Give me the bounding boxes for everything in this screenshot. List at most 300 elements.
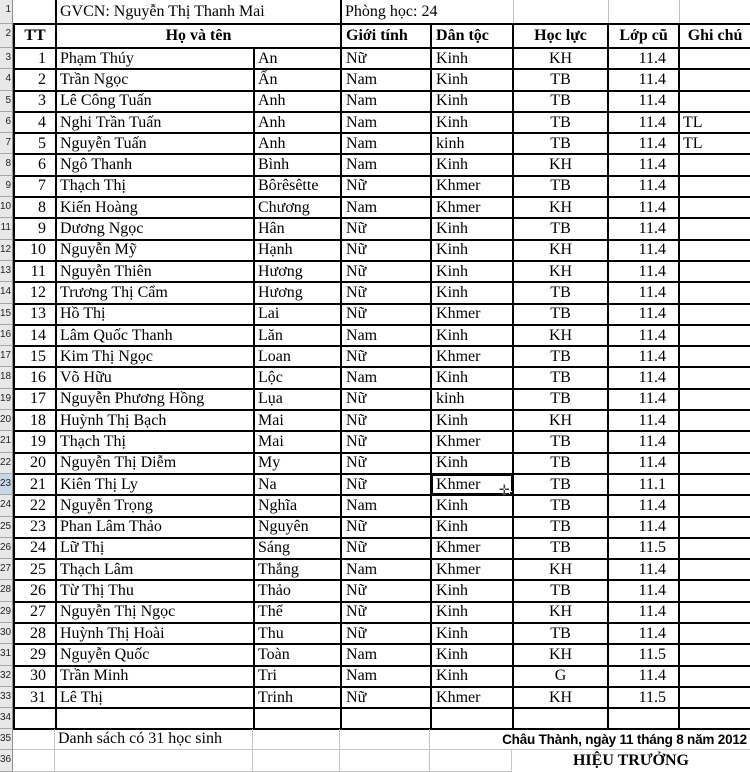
cell-lc[interactable]: 11.4 — [608, 325, 679, 346]
cell-gt[interactable]: Nam — [341, 69, 431, 90]
cell-gt[interactable]: Nữ — [341, 687, 431, 708]
cell-dt[interactable]: Khmer — [431, 538, 513, 559]
cell-blank[interactable] — [340, 750, 430, 772]
row-header[interactable]: 27 — [0, 559, 13, 580]
cell-ho[interactable]: Nguyễn Tuấn — [56, 133, 254, 154]
cell-ho[interactable]: Huỳnh Thị Bạch — [56, 410, 254, 431]
cell-gc[interactable] — [679, 154, 750, 175]
row-header[interactable]: 31 — [0, 644, 13, 665]
cell-hl[interactable]: KH — [513, 559, 608, 580]
cell-ho[interactable]: Phan Lâm Thảo — [56, 517, 254, 538]
cell-ten[interactable]: Loan — [254, 346, 341, 367]
cell-gt[interactable]: Nữ — [341, 431, 431, 452]
cell-hl[interactable]: KH — [513, 48, 608, 69]
cell-lc[interactable]: 11.4 — [608, 580, 679, 601]
column-header-name[interactable]: Họ và tên — [56, 24, 341, 48]
cell-dt[interactable]: Kinh — [431, 495, 513, 516]
cell-gc[interactable] — [679, 282, 750, 303]
cell-hl[interactable]: TB — [513, 133, 608, 154]
row-header[interactable]: 5 — [0, 91, 13, 112]
cell-ho[interactable]: Phạm Thúy — [56, 48, 254, 69]
cell-hl[interactable]: TB — [513, 474, 608, 495]
cell-ten[interactable]: Mai — [254, 431, 341, 452]
column-header-academic[interactable]: Học lực — [513, 24, 608, 48]
cell-ho[interactable]: Kiến Hoàng — [56, 197, 254, 218]
cell-ho[interactable]: Kim Thị Ngọc — [56, 346, 254, 367]
cell-gt[interactable]: Nam — [341, 367, 431, 388]
cell-dt[interactable]: Khmer — [431, 304, 513, 325]
cell-lc[interactable]: 11.4 — [608, 666, 679, 687]
cell-dt[interactable]: Kinh — [431, 240, 513, 261]
row-header[interactable]: 33 — [0, 687, 13, 708]
row-header[interactable]: 12 — [0, 240, 13, 261]
cell-gc[interactable] — [679, 91, 750, 112]
cell-gc[interactable] — [679, 197, 750, 218]
row-header[interactable]: 10 — [0, 197, 13, 218]
cell-gt[interactable]: Nam — [341, 666, 431, 687]
cell-dt[interactable]: Kinh — [431, 644, 513, 665]
cell-ho[interactable]: Nguyễn Mỹ — [56, 240, 254, 261]
cell-lc[interactable]: 11.4 — [608, 410, 679, 431]
cell-blank[interactable] — [431, 708, 513, 729]
cell-lc[interactable]: 11.4 — [608, 261, 679, 282]
cell-gt[interactable]: Nữ — [341, 48, 431, 69]
cell-hl[interactable]: TB — [513, 176, 608, 197]
cell-dt[interactable]: Kinh — [431, 91, 513, 112]
cell-ten[interactable]: Nghĩa — [254, 495, 341, 516]
cell-ten[interactable]: Lụa — [254, 389, 341, 410]
cell-gt[interactable]: Nữ — [341, 580, 431, 601]
cell-tt[interactable]: 25 — [14, 559, 56, 580]
cell-blank[interactable] — [679, 708, 750, 729]
cell-gc[interactable] — [679, 453, 750, 474]
cell-hl[interactable]: TB — [513, 91, 608, 112]
cell-lc[interactable]: 11.4 — [608, 431, 679, 452]
cell-ten[interactable]: Anh — [254, 112, 341, 133]
cell-gt[interactable]: Nam — [341, 559, 431, 580]
cell-gc[interactable] — [679, 431, 750, 452]
cell-ten[interactable]: Anh — [254, 91, 341, 112]
cell-ho[interactable]: Nguyễn Thiên — [56, 261, 254, 282]
cell-gt[interactable]: Nữ — [341, 346, 431, 367]
cell-ten[interactable]: Hương — [254, 282, 341, 303]
cell-gc[interactable] — [679, 389, 750, 410]
cell-tt[interactable]: 27 — [14, 602, 56, 623]
cell-blank[interactable] — [608, 708, 679, 729]
cell-gc[interactable] — [679, 495, 750, 516]
cell-ten[interactable]: Thu — [254, 623, 341, 644]
cell-tt[interactable]: 31 — [14, 687, 56, 708]
cell-dt[interactable]: Kinh — [431, 367, 513, 388]
cell-blank[interactable] — [608, 0, 679, 24]
row-header[interactable]: 7 — [0, 133, 13, 154]
cell-dt[interactable]: Kinh — [431, 282, 513, 303]
cell-ten[interactable]: Hân — [254, 218, 341, 239]
row-header[interactable]: 1 — [0, 0, 13, 24]
cell-hl[interactable]: KH — [513, 644, 608, 665]
cell-ho[interactable]: Thạch Thị — [56, 176, 254, 197]
cell-hl[interactable]: KH — [513, 261, 608, 282]
row-header[interactable]: 8 — [0, 154, 13, 175]
cell-gc[interactable] — [679, 69, 750, 90]
cell-ten[interactable]: An — [254, 48, 341, 69]
cell-gt[interactable]: Nữ — [341, 261, 431, 282]
cell-lc[interactable]: 11.4 — [608, 517, 679, 538]
cell-ten[interactable]: Sáng — [254, 538, 341, 559]
cell-gc[interactable] — [679, 559, 750, 580]
cell-gt[interactable]: Nữ — [341, 623, 431, 644]
cell-dt[interactable]: Kinh — [431, 602, 513, 623]
cell-hl[interactable]: TB — [513, 431, 608, 452]
cell-ho[interactable]: Võ Hữu — [56, 367, 254, 388]
cell-dt[interactable]: Kinh — [431, 261, 513, 282]
cell-gt[interactable]: Nam — [341, 133, 431, 154]
cell-gt[interactable]: Nữ — [341, 176, 431, 197]
cell-gc[interactable] — [679, 325, 750, 346]
cell-ten[interactable]: Nguyên — [254, 517, 341, 538]
row-header[interactable]: 24 — [0, 495, 13, 516]
cell-gc[interactable] — [679, 517, 750, 538]
cell-gc[interactable] — [679, 474, 750, 495]
cell-gt[interactable]: Nữ — [341, 304, 431, 325]
cell-gc[interactable] — [679, 644, 750, 665]
cell-tt[interactable]: 23 — [14, 517, 56, 538]
cell-hl[interactable]: TB — [513, 453, 608, 474]
cell-tt[interactable]: 30 — [14, 666, 56, 687]
cell-blank[interactable] — [13, 750, 55, 772]
cell-lc[interactable]: 11.4 — [608, 154, 679, 175]
cell-ho[interactable]: Hồ Thị — [56, 304, 254, 325]
column-header-gender[interactable]: Giới tính — [341, 24, 431, 48]
row-header[interactable]: 14 — [0, 282, 13, 303]
cell-ho[interactable]: Trần Ngọc — [56, 69, 254, 90]
cell-hl[interactable]: TB — [513, 580, 608, 601]
cell-gt[interactable]: Nữ — [341, 602, 431, 623]
cell-gc[interactable] — [679, 580, 750, 601]
row-header[interactable]: 28 — [0, 580, 13, 601]
row-header[interactable]: 22 — [0, 453, 13, 474]
cell-ten[interactable]: Hạnh — [254, 240, 341, 261]
column-header-ethnicity[interactable]: Dân tộc — [431, 24, 513, 48]
room-cell[interactable]: Phòng học: 24 — [341, 0, 513, 24]
cell-dt[interactable]: Kinh — [431, 453, 513, 474]
cell-dt[interactable]: Kinh — [431, 517, 513, 538]
gvcn-cell[interactable]: GVCN: Nguyễn Thị Thanh Mai — [56, 0, 341, 24]
cell-lc[interactable]: 11.4 — [608, 48, 679, 69]
cell-hl[interactable]: TB — [513, 495, 608, 516]
cell-gc[interactable] — [679, 218, 750, 239]
cell-hl[interactable]: TB — [513, 304, 608, 325]
cell-hl[interactable]: TB — [513, 623, 608, 644]
row-header[interactable]: 29 — [0, 602, 13, 623]
cell-blank[interactable] — [679, 0, 750, 24]
cell-blank[interactable] — [513, 0, 608, 24]
cell-lc[interactable]: 11.4 — [608, 91, 679, 112]
cell-gt[interactable]: Nữ — [341, 517, 431, 538]
cell-lc[interactable]: 11.4 — [608, 282, 679, 303]
cell-tt[interactable]: 14 — [14, 325, 56, 346]
cell-ho[interactable]: Huỳnh Thị Hoài — [56, 623, 254, 644]
row-header[interactable]: 6 — [0, 112, 13, 133]
cell-ho[interactable]: Nguyễn Phương Hồng — [56, 389, 254, 410]
cell-dt[interactable]: Khmer — [431, 559, 513, 580]
row-header[interactable]: 18 — [0, 367, 13, 388]
cell-dt[interactable]: Kinh — [431, 325, 513, 346]
cell-gc[interactable] — [679, 176, 750, 197]
cell-lc[interactable]: 11.4 — [608, 346, 679, 367]
cell-tt[interactable]: 13 — [14, 304, 56, 325]
cell-lc[interactable]: 11.4 — [608, 112, 679, 133]
cell-gc[interactable]: TL — [679, 112, 750, 133]
cell-blank[interactable] — [14, 0, 56, 24]
cell-dt[interactable]: Khmer — [431, 176, 513, 197]
cell-tt[interactable]: 17 — [14, 389, 56, 410]
row-header[interactable]: 32 — [0, 666, 13, 687]
cell-ho[interactable]: Nghi Trần Tuấn — [56, 112, 254, 133]
row-header[interactable]: 16 — [0, 325, 13, 346]
cell-ten[interactable]: Na — [254, 474, 341, 495]
cell-blank[interactable] — [56, 708, 254, 729]
row-header[interactable]: 36 — [0, 750, 13, 772]
row-header[interactable]: 21 — [0, 431, 13, 452]
cell-dt[interactable]: Khmer — [431, 431, 513, 452]
cell-gc[interactable] — [679, 48, 750, 69]
cell-blank[interactable] — [253, 750, 340, 772]
cell-hl[interactable]: TB — [513, 218, 608, 239]
cell-dt[interactable]: Kinh — [431, 112, 513, 133]
cell-ten[interactable]: Mai — [254, 410, 341, 431]
cell-ho[interactable]: Lê Thị — [56, 687, 254, 708]
row-header[interactable]: 30 — [0, 623, 13, 644]
cell-dt[interactable]: Kinh — [431, 69, 513, 90]
cell-dt[interactable]: Khmer — [431, 197, 513, 218]
cell-gt[interactable]: Nữ — [341, 218, 431, 239]
cell-blank[interactable] — [430, 750, 512, 772]
cell-gt[interactable]: Nam — [341, 325, 431, 346]
cell-lc[interactable]: 11.4 — [608, 602, 679, 623]
cell-dt[interactable]: Kinh — [431, 580, 513, 601]
cell-tt[interactable]: 10 — [14, 240, 56, 261]
column-header-note[interactable]: Ghi chú — [679, 24, 750, 48]
cell-gt[interactable]: Nữ — [341, 240, 431, 261]
cell-gc[interactable] — [679, 240, 750, 261]
cell-gt[interactable]: Nữ — [341, 410, 431, 431]
cell-gt[interactable]: Nam — [341, 112, 431, 133]
cell-ten[interactable]: Lộc — [254, 367, 341, 388]
cell-hl[interactable]: TB — [513, 367, 608, 388]
cell-lc[interactable]: 11.5 — [608, 687, 679, 708]
row-header[interactable]: 25 — [0, 517, 13, 538]
cell-lc[interactable]: 11.5 — [608, 538, 679, 559]
cell-ten[interactable]: Tri — [254, 666, 341, 687]
cell-gc[interactable] — [679, 623, 750, 644]
row-header[interactable]: 23 — [0, 474, 13, 495]
cell-hl[interactable]: KH — [513, 197, 608, 218]
cell-tt[interactable]: 4 — [14, 112, 56, 133]
cell-gt[interactable]: Nam — [341, 154, 431, 175]
cell-tt[interactable]: 15 — [14, 346, 56, 367]
cell-ten[interactable]: Thắng — [254, 559, 341, 580]
cell-gc[interactable] — [679, 346, 750, 367]
cell-tt[interactable]: 29 — [14, 644, 56, 665]
cell-dt[interactable]: Kinh — [431, 154, 513, 175]
cell-ten[interactable]: Bình — [254, 154, 341, 175]
date-cell[interactable]: Châu Thành, ngày 11 tháng 8 năm 2012 — [430, 729, 750, 750]
cell-hl[interactable]: KH — [513, 325, 608, 346]
cell-hl[interactable]: G — [513, 666, 608, 687]
cell-hl[interactable]: KH — [513, 154, 608, 175]
cell-ten[interactable]: My — [254, 453, 341, 474]
cell-ten[interactable]: Trinh — [254, 687, 341, 708]
cell-blank[interactable] — [13, 729, 55, 750]
cell-ho[interactable]: Thạch Thị — [56, 431, 254, 452]
cell-gc[interactable] — [679, 304, 750, 325]
cell-gt[interactable]: Nữ — [341, 538, 431, 559]
cell-ho[interactable]: Kiên Thị Ly — [56, 474, 254, 495]
summary-cell[interactable]: Danh sách có 31 học sinh — [55, 729, 253, 750]
row-header[interactable]: 20 — [0, 410, 13, 431]
cell-gc[interactable] — [679, 666, 750, 687]
row-header[interactable]: 11 — [0, 218, 13, 239]
cell-ten[interactable]: Ẩn — [254, 69, 341, 90]
cell-tt[interactable]: 3 — [14, 91, 56, 112]
cell-ho[interactable]: Lê Công Tuấn — [56, 91, 254, 112]
cell-ten[interactable]: Lăn — [254, 325, 341, 346]
cell-gc[interactable] — [679, 410, 750, 431]
row-header[interactable]: 35 — [0, 729, 13, 750]
cell-hl[interactable]: TB — [513, 517, 608, 538]
cell-hl[interactable]: TB — [513, 389, 608, 410]
cell-tt[interactable]: 20 — [14, 453, 56, 474]
cell-ten[interactable]: Anh — [254, 133, 341, 154]
column-header-tt[interactable]: TT — [14, 24, 56, 48]
cell-ten[interactable]: Chương — [254, 197, 341, 218]
cell-blank[interactable] — [14, 708, 56, 729]
cell-gt[interactable]: Nam — [341, 495, 431, 516]
cell-ho[interactable]: Nguyễn Thị Ngọc — [56, 602, 254, 623]
cell-ten[interactable]: Thảo — [254, 580, 341, 601]
cell-tt[interactable]: 28 — [14, 623, 56, 644]
cell-tt[interactable]: 12 — [14, 282, 56, 303]
cell-dt[interactable]: Khmer — [431, 346, 513, 367]
cell-tt[interactable]: 2 — [14, 69, 56, 90]
cell-lc[interactable]: 11.4 — [608, 69, 679, 90]
cell-lc[interactable]: 11.1 — [608, 474, 679, 495]
cell-lc[interactable]: 11.4 — [608, 495, 679, 516]
cell-tt[interactable]: 26 — [14, 580, 56, 601]
cell-lc[interactable]: 11.4 — [608, 240, 679, 261]
cell-lc[interactable]: 11.4 — [608, 389, 679, 410]
cell-ten[interactable]: Lai — [254, 304, 341, 325]
cell-gt[interactable]: Nữ — [341, 453, 431, 474]
cell-ho[interactable]: Từ Thị Thu — [56, 580, 254, 601]
cell-gt[interactable]: Nữ — [341, 474, 431, 495]
row-header[interactable]: 19 — [0, 389, 13, 410]
cell-tt[interactable]: 16 — [14, 367, 56, 388]
cell-lc[interactable]: 11.4 — [608, 623, 679, 644]
cell-blank[interactable] — [55, 750, 253, 772]
row-header[interactable]: 17 — [0, 346, 13, 367]
cell-blank[interactable] — [513, 708, 608, 729]
row-header[interactable]: 26 — [0, 538, 13, 559]
cell-gc[interactable] — [679, 261, 750, 282]
cell-tt[interactable]: 5 — [14, 133, 56, 154]
cell-tt[interactable]: 11 — [14, 261, 56, 282]
column-header-old-class[interactable]: Lớp cũ — [608, 24, 679, 48]
cell-lc[interactable]: 11.5 — [608, 644, 679, 665]
cell-gt[interactable]: Nam — [341, 644, 431, 665]
cell-tt[interactable]: 6 — [14, 154, 56, 175]
cell-gc[interactable] — [679, 367, 750, 388]
cell-dt[interactable]: Kinh — [431, 623, 513, 644]
cell-ho[interactable]: Dương Ngọc — [56, 218, 254, 239]
cell-hl[interactable]: KH — [513, 687, 608, 708]
cell-lc[interactable]: 11.4 — [608, 176, 679, 197]
cell-dt[interactable]: Kinh — [431, 218, 513, 239]
signature-cell[interactable]: HIỆU TRƯỞNG — [572, 752, 689, 769]
cell-gt[interactable]: Nữ — [341, 389, 431, 410]
cell-ten[interactable]: Hương — [254, 261, 341, 282]
cell-lc[interactable]: 11.4 — [608, 559, 679, 580]
cell-tt[interactable]: 1 — [14, 48, 56, 69]
cell-dt[interactable]: Kinh — [431, 666, 513, 687]
cell-ho[interactable]: Nguyễn Quốc — [56, 644, 254, 665]
cell-hl[interactable]: TB — [513, 69, 608, 90]
cell-tt[interactable]: 22 — [14, 495, 56, 516]
cell-hl[interactable]: TB — [513, 282, 608, 303]
cell-dt[interactable]: kinh — [431, 133, 513, 154]
cell-ho[interactable]: Lữ Thị — [56, 538, 254, 559]
cell-tt[interactable]: 24 — [14, 538, 56, 559]
cell-hl[interactable]: TB — [513, 538, 608, 559]
cell-hl[interactable]: KH — [513, 410, 608, 431]
cell-lc[interactable]: 11.4 — [608, 304, 679, 325]
cell-hl[interactable]: KH — [513, 602, 608, 623]
cell-tt[interactable]: 19 — [14, 431, 56, 452]
cell-ho[interactable]: Ngô Thanh — [56, 154, 254, 175]
cell-ho[interactable]: Thạch Lâm — [56, 559, 254, 580]
cell-gt[interactable]: Nam — [341, 197, 431, 218]
cell-ten[interactable]: Thể — [254, 602, 341, 623]
cell-hl[interactable]: TB — [513, 346, 608, 367]
cell-lc[interactable]: 11.4 — [608, 197, 679, 218]
cell-dt[interactable]: Khmer — [431, 687, 513, 708]
cell-ho[interactable]: Lâm Quốc Thanh — [56, 325, 254, 346]
cell-gt[interactable]: Nam — [341, 91, 431, 112]
cell-lc[interactable]: 11.4 — [608, 133, 679, 154]
row-header[interactable]: 4 — [0, 69, 13, 90]
cell-gt[interactable]: Nữ — [341, 282, 431, 303]
cell-ho[interactable]: Trương Thị Cẩm — [56, 282, 254, 303]
cell-tt[interactable]: 9 — [14, 218, 56, 239]
cell-lc[interactable]: 11.4 — [608, 218, 679, 239]
cell-ten[interactable]: Toàn — [254, 644, 341, 665]
cell-tt[interactable]: 8 — [14, 197, 56, 218]
cell-ho[interactable]: Nguyễn Trọng — [56, 495, 254, 516]
row-header[interactable]: 13 — [0, 261, 13, 282]
cell-ho[interactable]: Nguyễn Thị Diễm — [56, 453, 254, 474]
cell-gc[interactable] — [679, 538, 750, 559]
cell-hl[interactable]: TB — [513, 112, 608, 133]
cell-lc[interactable]: 11.4 — [608, 453, 679, 474]
row-header[interactable]: 34 — [0, 708, 13, 729]
cell-hl[interactable]: KH — [513, 240, 608, 261]
cell-lc[interactable]: 11.4 — [608, 367, 679, 388]
cell-blank[interactable] — [340, 729, 430, 750]
cell-dt[interactable]: kinh — [431, 389, 513, 410]
cell-ho[interactable]: Trần Minh — [56, 666, 254, 687]
row-header[interactable]: 15 — [0, 304, 13, 325]
